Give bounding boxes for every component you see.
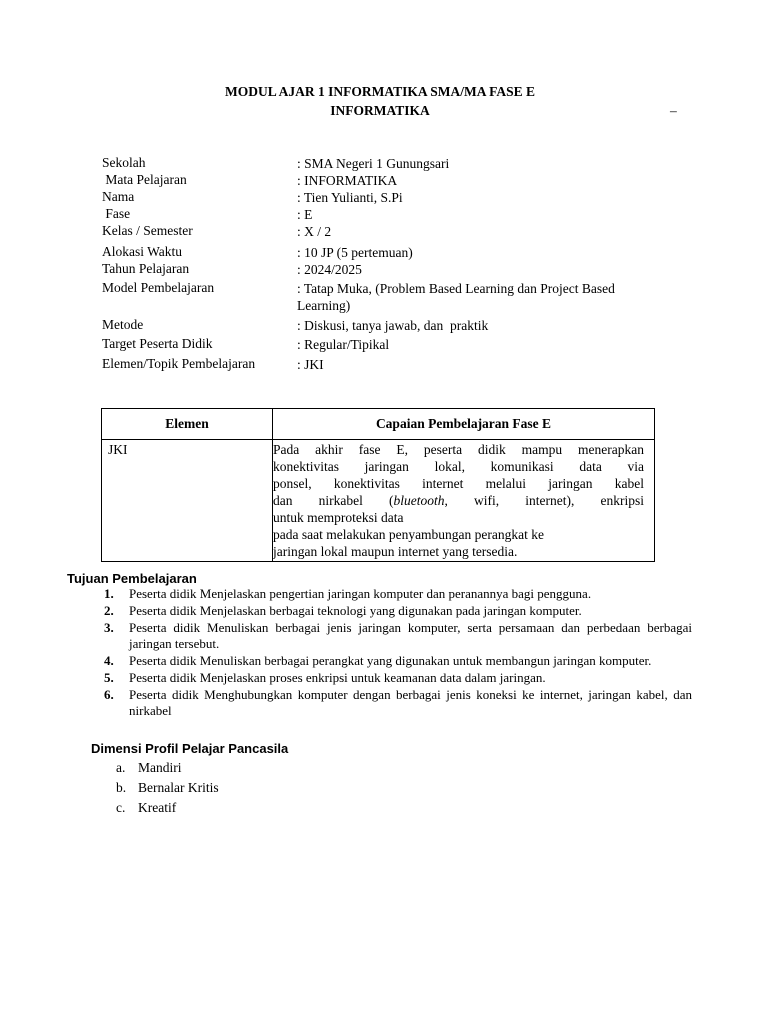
capaian-line: ponsel, konektivitas internet melalui jaringan kabel (273, 476, 644, 491)
list-item (104, 586, 692, 602)
info-label: Nama (102, 189, 135, 204)
list-number: 3. (104, 620, 114, 635)
list-text: Peserta didik Menghubungkan komputer dengan berbagai jenis koneksi ke internet, jaringan kabel, dan nirkabel (129, 687, 692, 718)
list-text: Bernalar Kritis (138, 780, 219, 795)
document-title: MODUL AJAR 1 INFORMATIKA SMA/MA FASE E (224, 84, 535, 99)
list-number: 2. (104, 603, 114, 618)
info-value: : E (297, 207, 313, 222)
info-value: : X / 2 (297, 224, 332, 239)
info-value: : 10 JP (5 pertemuan) (297, 245, 413, 260)
list-item (116, 780, 219, 800)
list-text: Mandiri (138, 760, 182, 775)
cell-capaian (273, 440, 655, 562)
header-elemen: Elemen (102, 409, 273, 440)
capaian-italic-text: bluetooth (393, 493, 445, 508)
info-value: : INFORMATIKA (297, 173, 398, 188)
list-item (104, 670, 692, 686)
info-label: Sekolah (102, 155, 146, 170)
document-subtitle: INFORMATIKA (330, 103, 430, 118)
list-letter: b. (116, 780, 127, 795)
info-label: Tahun Pelajaran (102, 261, 190, 276)
capaian-text: , wifi, internet), enkripsi (444, 493, 645, 508)
list-item (116, 760, 219, 780)
info-label: Mata Pelajaran (102, 172, 187, 187)
capaian-line (273, 492, 644, 509)
list-item (104, 687, 692, 719)
list-number: 6. (104, 687, 114, 702)
capaian-line: untuk memproteksi data (273, 510, 404, 525)
list-text: Kreatif (138, 800, 177, 815)
info-value: : 2024/2025 (297, 262, 362, 277)
info-value: : JKI (297, 357, 324, 372)
info-value: : Regular/Tipikal (297, 337, 390, 352)
capaian-line: Pada akhir fase E, peserta didik mampu menerapkan (273, 442, 644, 457)
info-value: : Tatap Muka, (Problem Based Learning dan Project Based Learning) (297, 281, 615, 313)
capaian-pembelajaran-table (101, 408, 655, 562)
info-label: Elemen/Topik Pembelajaran (102, 356, 256, 371)
info-value: : Tien Yulianti, S.Pi (297, 190, 403, 205)
info-label: Kelas / Semester (102, 223, 193, 238)
list-text: Peserta didik Menjelaskan proses enkripsi untuk keamanan data dalam jaringan. (129, 670, 546, 685)
info-value: : Diskusi, tanya jawab, dan praktik (297, 318, 489, 333)
list-item (116, 800, 219, 820)
list-number: 5. (104, 670, 114, 685)
list-text: Peserta didik Menuliskan berbagai jenis jaringan komputer, serta persamaan dan perbedaan berbagai jaringan tersebut. (129, 620, 692, 651)
list-item (104, 620, 692, 652)
list-number: 1. (104, 586, 114, 601)
table-row (102, 440, 655, 562)
list-letter: c. (116, 800, 126, 815)
list-text: Peserta didik Menjelaskan berbagai teknologi yang digunakan pada jaringan komputer. (129, 603, 582, 618)
table-header-row (102, 409, 655, 440)
header-dash: – (670, 103, 677, 118)
info-label: Metode (102, 317, 144, 332)
info-label: Target Peserta Didik (102, 336, 213, 351)
list-item (104, 603, 692, 619)
capaian-line: konektivitas jaringan lokal, komunikasi data via (273, 459, 644, 474)
list-item (104, 653, 692, 669)
header-capaian: Capaian Pembelajaran Fase E (273, 409, 655, 440)
info-label: Alokasi Waktu (102, 244, 183, 259)
list-number: 4. (104, 653, 114, 668)
info-value: : SMA Negeri 1 Gunungsari (297, 156, 450, 171)
capaian-text: dan nirkabel ( (273, 493, 394, 508)
tujuan-heading: Tujuan Pembelajaran (67, 571, 197, 586)
dimensi-heading: Dimensi Profil Pelajar Pancasila (91, 741, 289, 756)
capaian-line: pada saat melakukan penyambungan perangkat ke (273, 527, 545, 542)
list-text: Peserta didik Menjelaskan pengertian jaringan komputer dan peranannya bagi pengguna. (129, 586, 592, 601)
capaian-line: jaringan lokal maupun internet yang tersedia. (273, 544, 518, 559)
cell-elemen: JKI (102, 440, 273, 562)
tujuan-list (104, 586, 692, 720)
info-label: Fase (102, 206, 131, 221)
list-text: Peserta didik Menuliskan berbagai perangkat yang digunakan untuk membangun jaringan komputer. (129, 653, 652, 668)
dimensi-list (116, 760, 219, 820)
list-letter: a. (116, 760, 126, 775)
info-label: Model Pembelajaran (102, 280, 215, 295)
